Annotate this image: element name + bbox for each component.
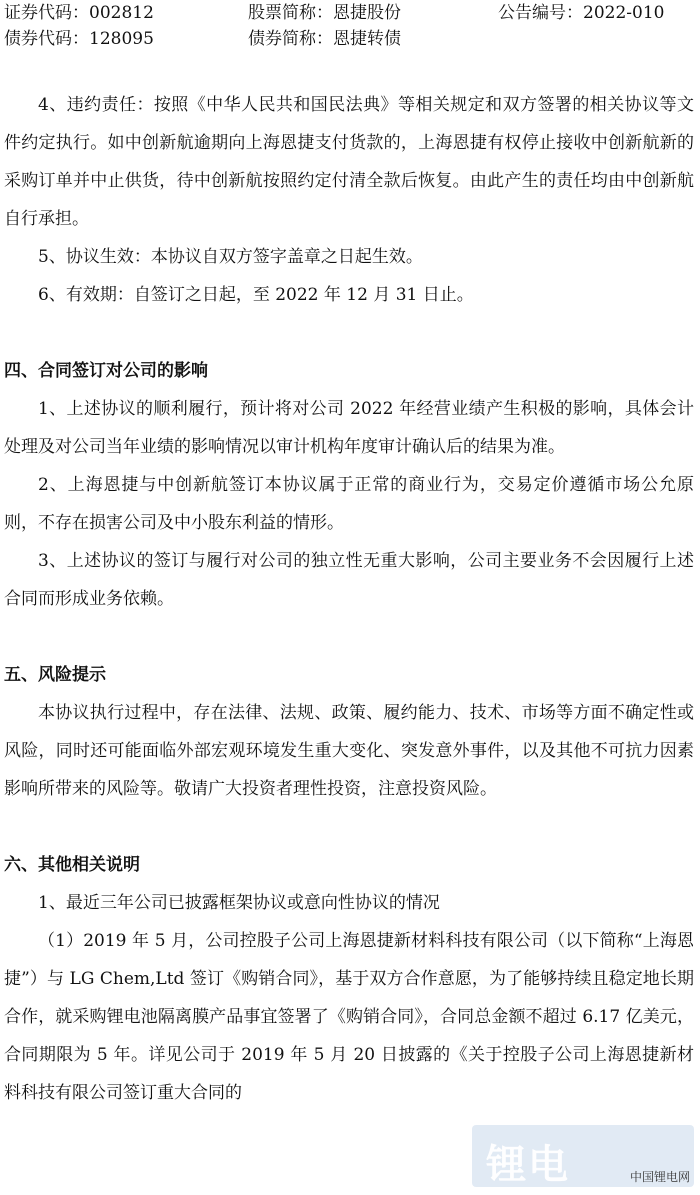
paragraph-agreement-effectiveness: 5、协议生效：本协议自双方签字盖章之日起生效。 <box>38 247 423 267</box>
watermark-text: 中国锂电网 <box>629 1170 690 1184</box>
paragraph-risk: 本协议执行过程中，存在法律、法规、政策、履约能力、技术、市场等方面不确定性或风险，同时还可能面临外部宏观环境发生重大变化、突发意外事件，以及其他不可抗力因素影响所带来的风险等。敬请广大投资者理性投资，注意投资风险。 <box>4 703 694 799</box>
bond-abbreviation: 债券简称：恩捷转债 <box>248 29 401 49</box>
site-watermark <box>472 1125 694 1187</box>
document-body <box>4 86 694 1112</box>
paragraph-other-1-item-1: （1）2019 年 5 月，公司控股子公司上海恩捷新材料科技有限公司（以下简称“上海恩捷”）与 LG Chem,Ltd 签订《购销合同》，基于双方合作意愿，为了能够持续且稳定地长期合作，就采购锂电池隔离膜产品事宜签署了《购销合同》，合同总金额不超过 6.17 亿美元，合同期限为 5 年。详见公司于 2019 年 5 月 20 日披露的《关于控股子公司上海恩捷新材料科技有限公司签订重大合同的 <box>4 931 694 1103</box>
header-row-1 <box>0 0 700 26</box>
section-gap <box>4 618 694 656</box>
paragraph-validity-period: 6、有效期：自签订之日起，至 2022 年 12 月 31 日止。 <box>38 285 474 305</box>
paragraph-impact-3: 3、上述协议的签订与履行对公司的独立性无重大影响，公司主要业务不会因履行上述合同而形成业务依赖。 <box>4 551 694 609</box>
header-row-2 <box>0 26 700 52</box>
stock-abbreviation: 股票简称：恩捷股份 <box>248 3 401 23</box>
section-gap <box>4 314 694 352</box>
announcement-header <box>0 0 700 52</box>
paragraph-impact-2: 2、上海恩捷与中创新航签订本协议属于正常的商业行为，交易定价遵循市场公允原则，不存在损害公司及中小股东利益的情形。 <box>4 475 694 533</box>
section-heading-risk: 五、风险提示 <box>4 665 106 685</box>
section-gap <box>4 808 694 846</box>
paragraph-other-1: 1、最近三年公司已披露框架协议或意向性协议的情况 <box>38 893 440 913</box>
bond-code: 债券代码：128095 <box>4 29 154 49</box>
securities-code: 证券代码：002812 <box>4 3 154 23</box>
watermark-logo: 锂电 <box>486 1142 570 1188</box>
section-heading-other: 六、其他相关说明 <box>4 855 140 875</box>
paragraph-impact-1: 1、上述协议的顺利履行，预计将对公司 2022 年经营业绩产生积极的影响，具体会计处理及对公司当年业绩的影响情况以审计机构年度审计确认后的结果为准。 <box>4 399 694 457</box>
paragraph-breach-liability: 4、违约责任：按照《中华人民共和国民法典》等相关规定和双方签署的相关协议等文件约定执行。如中创新航逾期向上海恩捷支付货款的，上海恩捷有权停止接收中创新航新的采购订单并中止供货，待中创新航按照约定付清全款后恢复。由此产生的责任均由中创新航自行承担。 <box>4 95 694 229</box>
section-heading-impact: 四、合同签订对公司的影响 <box>4 361 208 381</box>
announcement-number: 公告编号：2022-010 <box>498 3 665 23</box>
